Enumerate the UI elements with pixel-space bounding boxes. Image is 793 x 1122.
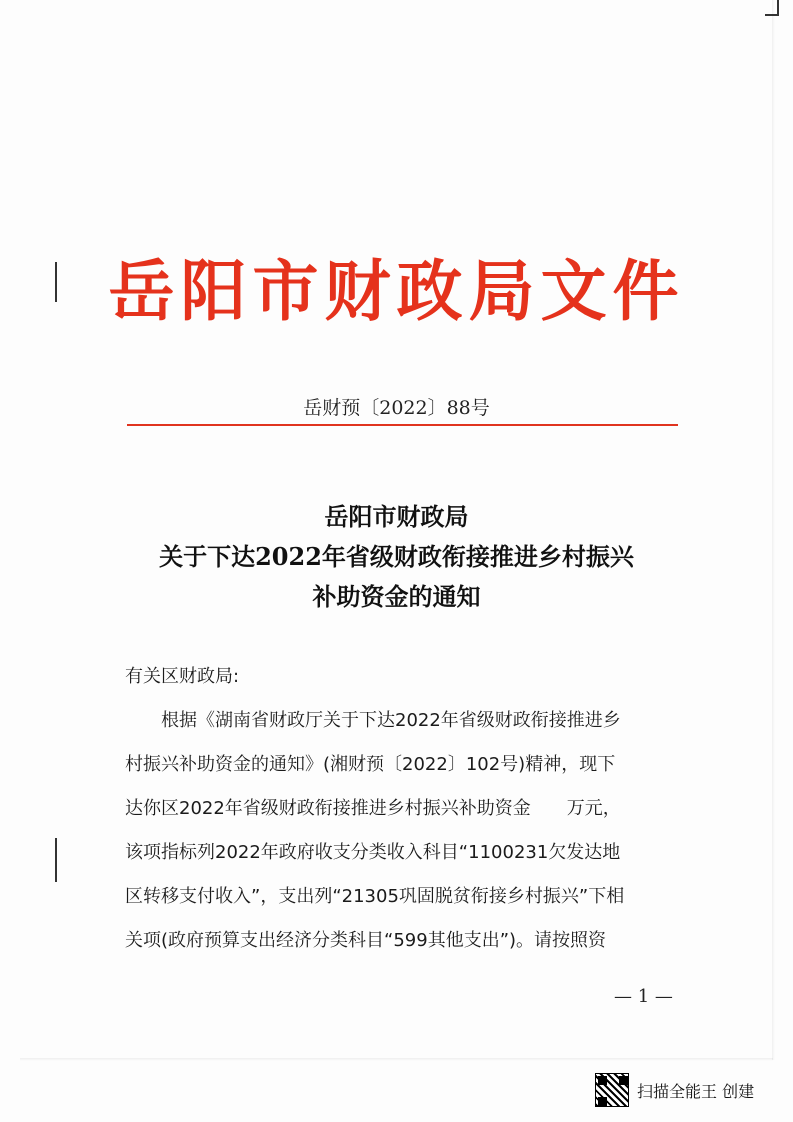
body-line: 关项(政府预算支出经济分类科目“599其他支出”)。请按照资	[125, 930, 607, 951]
watermark-text: 扫描全能王 创建	[637, 1081, 755, 1101]
body-line: 该项指标列2022年政府收支分类收入科目“1100231欠发达地	[125, 842, 621, 863]
notice-body	[125, 655, 685, 963]
salutation: 有关区财政局:	[125, 666, 240, 687]
issuer-header-title: 岳阳市财政局文件	[108, 252, 685, 330]
document-number: 岳财预〔2022〕88号	[303, 397, 490, 419]
body-line: 达你区2022年省级财政衔接推进乡村振兴补助资金 万元，	[125, 798, 621, 819]
body-line: 根据《湖南省财政厅关于下达2022年省级财政衔接推进乡	[161, 710, 621, 731]
binding-mark-bottom	[55, 838, 57, 882]
notice-title	[0, 497, 793, 617]
corner-mark	[765, 0, 779, 16]
qr-code-icon	[595, 1073, 629, 1107]
scanner-watermark	[595, 1072, 754, 1108]
body-line: 村振兴补助资金的通知》(湘财预〔2022〕102号)精神，现下	[125, 754, 616, 775]
page-number: — 1 —	[614, 986, 673, 1007]
body-line: 区转移支付收入”，支出列“21305巩固脱贫衔接乡村振兴”下相	[125, 886, 625, 907]
red-divider-line	[127, 424, 678, 426]
scan-edge-bottom	[20, 1058, 773, 1061]
notice-title-line-1: 岳阳市财政局	[324, 502, 469, 531]
notice-title-line-3: 补助资金的通知	[312, 582, 481, 611]
notice-title-line-2: 关于下达2022年省级财政衔接推进乡村振兴	[159, 542, 634, 571]
